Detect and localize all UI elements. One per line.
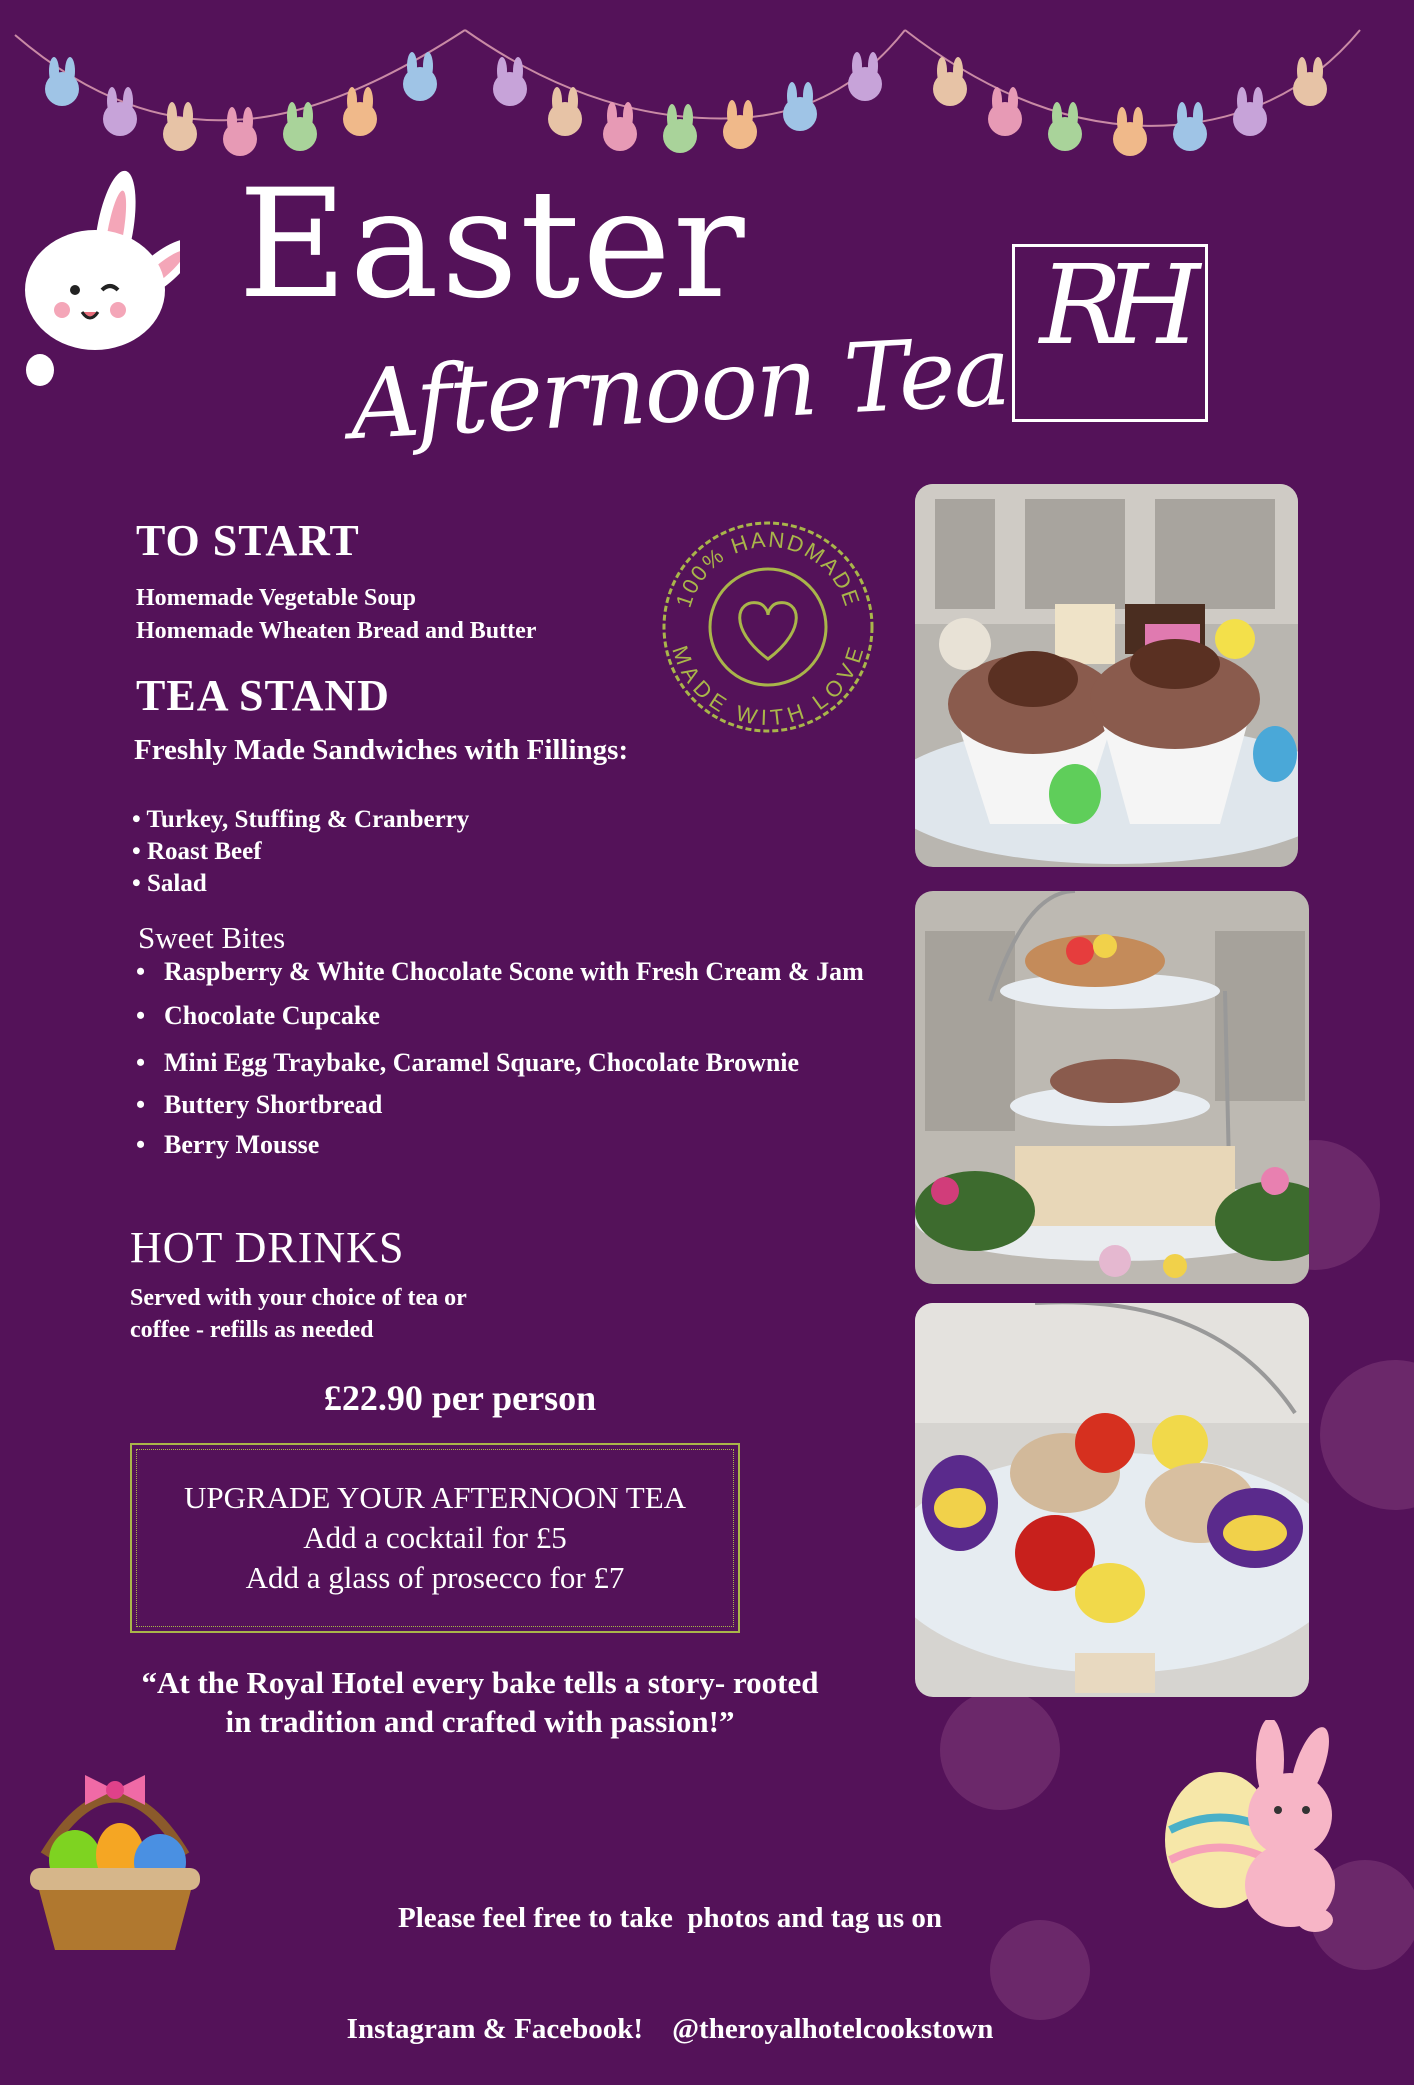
bunny-flag-icon [723,100,757,149]
handmade-stamp-badge [658,517,878,737]
bunny-bunting-garland [0,0,1414,170]
bunny-flag-icon [663,104,697,153]
quote-line: “At the Royal Hotel every bake tells a story- rooted [141,1665,819,1700]
bunny-flag-icon [603,102,637,151]
social-footer [270,1826,1070,2085]
bunny-flag-icon [783,82,817,131]
hot-drinks-line: coffee - refills as needed [130,1317,374,1343]
easter-basket-icon [25,1760,205,1955]
bunny-flag-icon [493,57,527,106]
upgrade-line: Add a glass of prosecco for £7 [245,1560,625,1595]
upgrade-line: Add a cocktail for £5 [303,1520,567,1555]
sandwich-list [132,804,469,900]
title-afternoon-tea: Afternoon Tea [347,314,1012,462]
bunny-flag-icon [548,87,582,136]
hot-drinks-text [130,1282,467,1346]
hot-drinks-line: Served with your choice of tea or [130,1285,467,1311]
list-item: • Buttery Shortbread [136,1090,896,1120]
bunny-flag-icon [45,57,79,106]
to-start-items [136,582,536,648]
stamp-top-text: 100% HANDMADE [670,526,866,611]
bunny-flag-icon [1048,102,1082,151]
bokeh-light [1320,1360,1414,1510]
heart-icon [740,603,797,659]
hotel-quote [90,1663,870,1741]
heading-tea-stand: TEA STAND [136,671,390,720]
hotel-logo-monogram: RH [1039,241,1183,369]
footer-line: Please feel free to take photos and tag us on [398,1902,942,1934]
bunny-with-egg-icon [1150,1720,1350,1935]
stamp-bottom-text: MADE WITH LOVE [667,642,869,731]
to-start-item: Homemade Vegetable Soup [136,585,417,611]
heading-sweet-bites: Sweet Bites [138,920,286,955]
heading-hot-drinks: HOT DRINKS [130,1223,405,1272]
bunny-flag-icon [1173,102,1207,151]
scones-creme-egg-photo [915,1303,1309,1697]
cupcakes-photo [915,484,1298,867]
sweet-bites-list [136,957,896,1160]
price-per-person: £22.90 per person [323,1378,597,1418]
list-item: • Chocolate Cupcake [136,1001,896,1031]
bunny-flag-icon [223,107,257,156]
list-item: • Raspberry & White Chocolate Scone with Fresh Cream & Jam [136,957,896,987]
footer-line: Instagram & Facebook! @theroyalhotelcookstown [346,2013,994,2045]
list-item: • Roast Beef [132,838,262,865]
list-item: • Mini Egg Traybake, Caramel Square, Chocolate Brownie [136,1048,896,1078]
quote-line: in tradition and crafted with passion!” [225,1704,735,1739]
bunny-flag-icon [403,52,437,101]
bunny-flag-icon [343,87,377,136]
list-item: • Turkey, Stuffing & Cranberry [132,806,470,833]
bunny-flag-icon [1293,57,1327,106]
bunny-flag-icon [848,52,882,101]
bunny-flag-icon [103,87,137,136]
bunny-flag-icon [163,102,197,151]
bokeh-light [940,1690,1060,1810]
heading-to-start: TO START [136,516,360,565]
bunny-flag-icon [988,87,1022,136]
to-start-item: Homemade Wheaten Bread and Butter [136,618,537,644]
tea-stand-subheading: Freshly Made Sandwiches with Fillings: [134,734,629,766]
list-item: • Salad [132,870,207,897]
bunny-flag-icon [1233,87,1267,136]
bunny-flag-icon [933,57,967,106]
peeking-bunny-icon [20,160,180,390]
upgrade-heading: UPGRADE YOUR AFTERNOON TEA [183,1480,687,1515]
title-easter: Easter [238,158,747,332]
tea-stand-photo [915,891,1309,1284]
list-item: • Berry Mousse [136,1130,896,1160]
upgrade-content [130,1478,740,1598]
bunny-flag-icon [1113,107,1147,156]
